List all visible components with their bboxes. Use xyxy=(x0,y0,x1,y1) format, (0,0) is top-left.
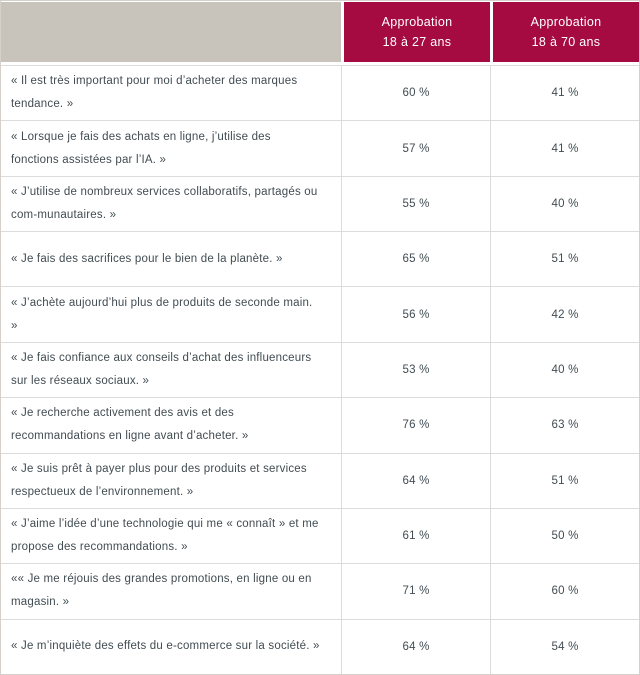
header-col-line: Approbation xyxy=(381,15,453,29)
statement-cell: « Je suis prêt à payer plus pour des produits et services respectueux de l’environnement. » xyxy=(1,454,342,508)
table-row xyxy=(1,342,639,397)
table-row xyxy=(1,65,639,120)
approval-18-27-cell: 53 % xyxy=(342,343,491,397)
table-row xyxy=(1,231,639,286)
approval-18-27-cell: 64 % xyxy=(342,620,491,674)
table-row xyxy=(1,508,639,563)
statement-cell: « Il est très important pour moi d’acheter des marques tendance. » xyxy=(1,66,342,120)
approval-18-27-cell: 65 % xyxy=(342,232,491,286)
header-col-line: Approbation xyxy=(530,15,602,29)
approval-18-27-cell: 71 % xyxy=(342,564,491,618)
approval-18-27-cell: 64 % xyxy=(342,454,491,508)
table-row xyxy=(1,286,639,341)
approval-18-70-cell: 51 % xyxy=(551,474,579,487)
approval-18-27-cell: 56 % xyxy=(342,287,491,341)
statement-cell: « J’achète aujourd’hui plus de produits de seconde main. » xyxy=(1,287,342,341)
statement-cell: « Je m’inquiète des effets du e-commerce sur la société. » xyxy=(1,620,342,674)
table-header-row xyxy=(1,2,639,62)
statement-cell: « J’utilise de nombreux services collaboratifs, partagés ou com-munautaires. » xyxy=(1,177,342,231)
approval-18-27-cell: 55 % xyxy=(342,177,491,231)
approval-18-70-cell: 54 % xyxy=(551,640,579,653)
header-empty-cell xyxy=(1,2,341,62)
approval-18-27-cell: 76 % xyxy=(342,398,491,452)
table-row xyxy=(1,453,639,508)
approval-18-70-cell: 41 % xyxy=(551,142,579,155)
statement-cell: « Je recherche activement des avis et des recommandations en ligne avant d’acheter. » xyxy=(1,398,342,452)
statement-cell: « Je fais des sacrifices pour le bien de la planète. » xyxy=(1,232,342,286)
statement-cell: « J’aime l’idée d’une technologie qui me « connaît » et me propose des recommandations. » xyxy=(1,509,342,563)
approval-18-70-cell: 50 % xyxy=(551,530,579,543)
table-row xyxy=(1,120,639,175)
approval-18-70-cell: 63 % xyxy=(551,419,579,432)
approval-18-70-cell: 40 % xyxy=(551,197,579,210)
table-row xyxy=(1,176,639,231)
statement-cell: « Lorsque je fais des achats en ligne, j’utilise des fonctions assistées par l’IA. » xyxy=(1,121,342,175)
approval-18-70-cell: 51 % xyxy=(551,253,579,266)
header-col-approbation-18-70 xyxy=(493,2,639,62)
approval-18-70-cell: 40 % xyxy=(551,363,579,376)
approval-18-27-cell: 61 % xyxy=(342,509,491,563)
approval-18-70-cell: 42 % xyxy=(551,308,579,321)
statement-cell: « Je fais confiance aux conseils d’achat des influenceurs sur les réseaux sociaux. » xyxy=(1,343,342,397)
approval-18-27-cell: 60 % xyxy=(342,66,491,120)
approval-18-70-cell: 60 % xyxy=(551,585,579,598)
table-row xyxy=(1,563,639,618)
statement-cell: «« Je me réjouis des grandes promotions, en ligne ou en magasin. » xyxy=(1,564,342,618)
header-col-line: 18 à 70 ans xyxy=(531,35,601,49)
approval-18-70-cell: 41 % xyxy=(551,87,579,100)
table-row xyxy=(1,619,639,674)
header-col-approbation-18-27 xyxy=(344,2,490,62)
approval-18-27-cell: 57 % xyxy=(342,121,491,175)
table-row xyxy=(1,397,639,452)
header-col-line: 18 à 27 ans xyxy=(382,35,452,49)
